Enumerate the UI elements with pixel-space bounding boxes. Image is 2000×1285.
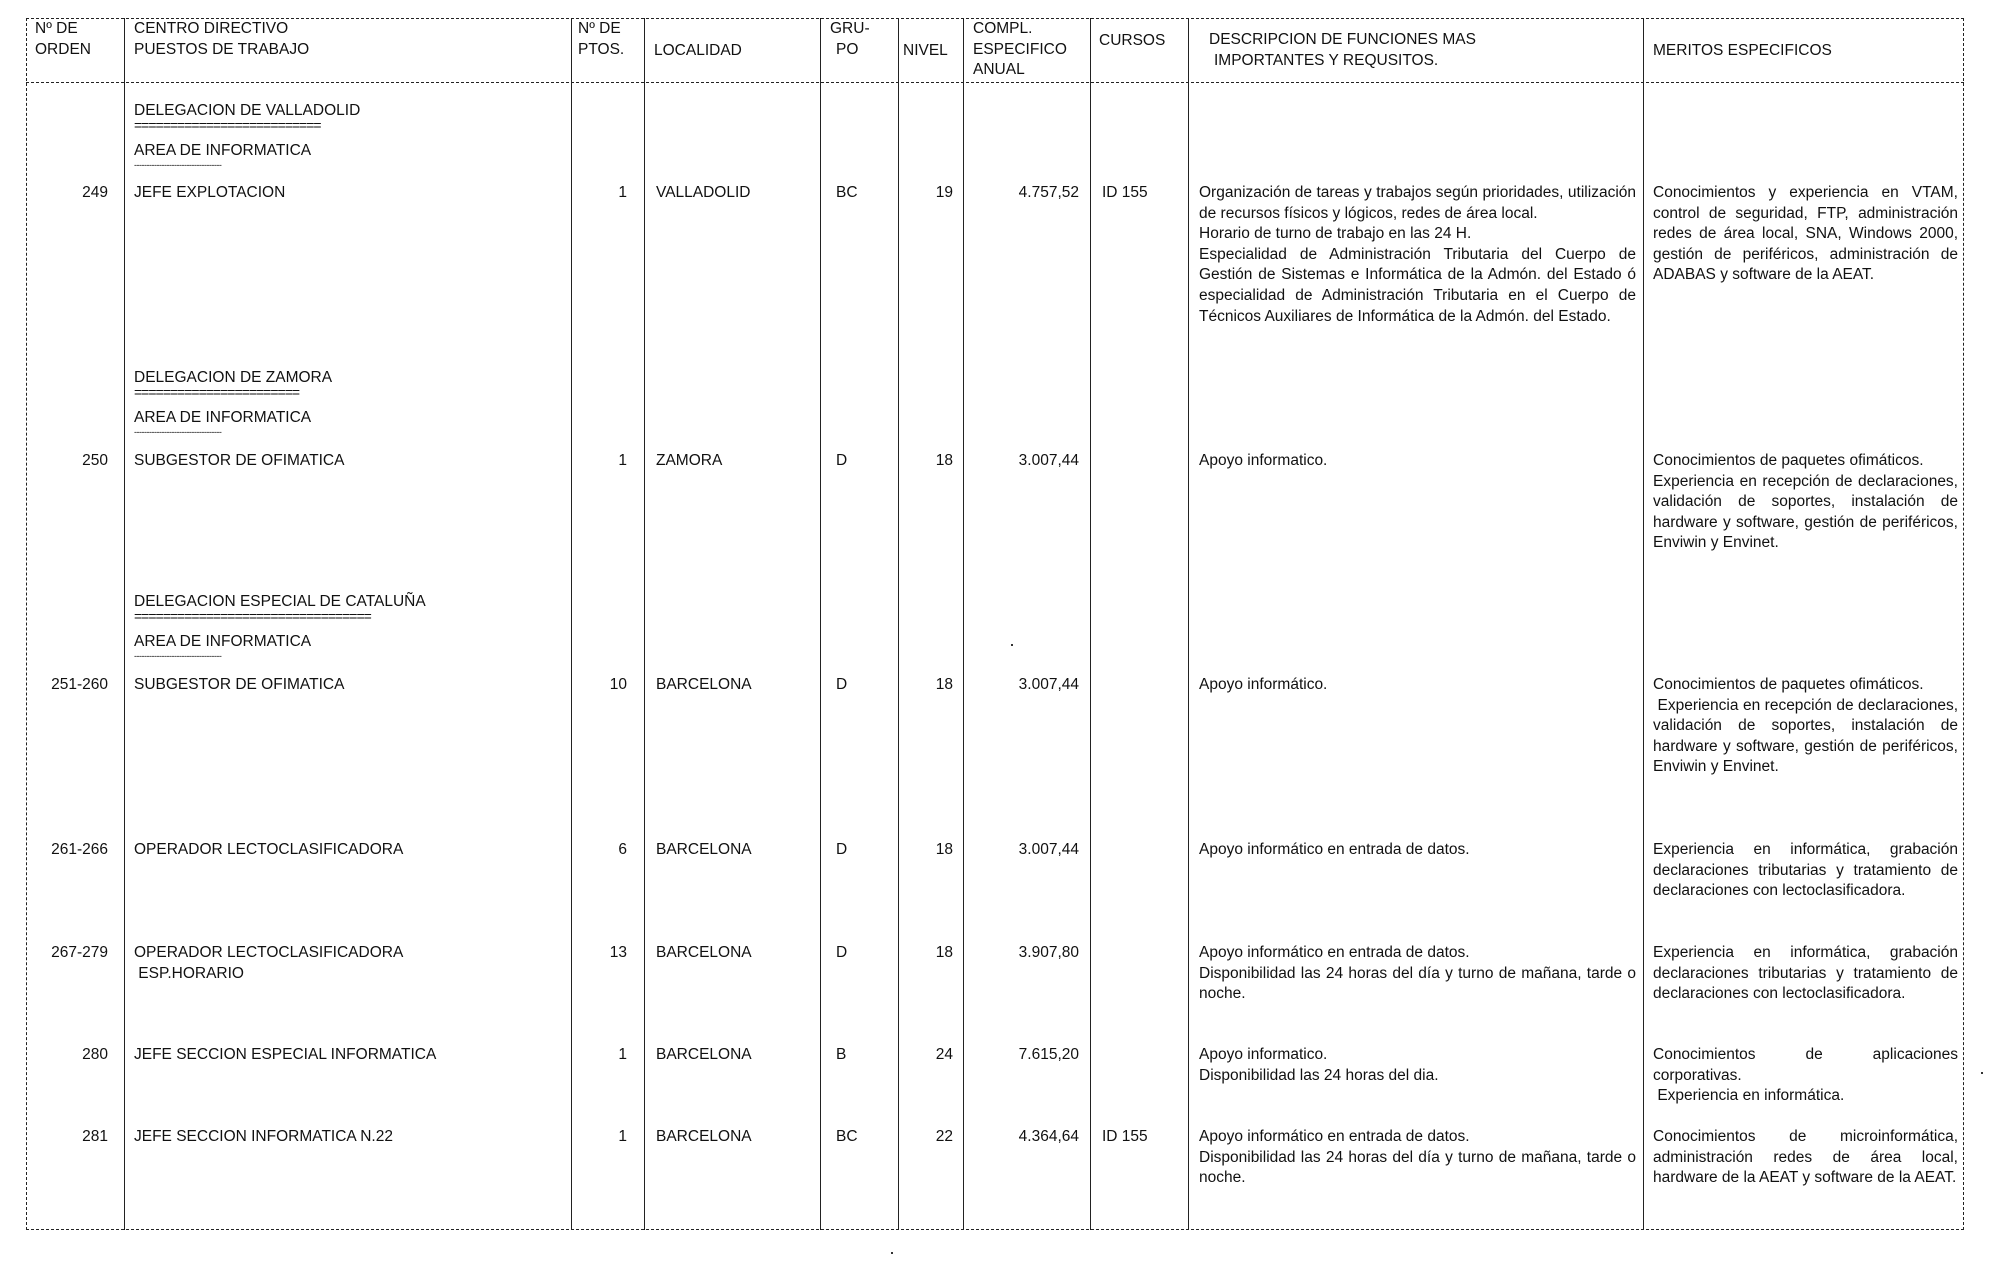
- meritos-especificos: [1653, 943, 1963, 1005]
- grupo: D: [836, 452, 848, 469]
- meritos-paragraph: Conocimientos y experiencia en VTAM, control de seguridad, FTP, administración redes de área local, SNA, Windows 2000, gestión de periféricos, administración de ADABAS y software de la AEAT.: [1653, 184, 1963, 284]
- delegacion-title: DELEGACION ESPECIAL DE CATALUÑA: [134, 593, 426, 610]
- orden-number: 261-266: [51, 841, 108, 858]
- localidad: ZAMORA: [656, 452, 723, 469]
- header-compl: COMPL. ESPECIFICO ANUAL: [973, 20, 1067, 79]
- puesto-name: [134, 451, 344, 472]
- descripcion-paragraph: Organización de tareas y trabajos según prioridades, utilización de recursos físicos y lógicos, redes de área local.: [1199, 184, 1636, 222]
- meritos-paragraph: Conocimientos de paquetes ofimáticos.: [1653, 452, 1924, 469]
- grupo: B: [836, 1046, 847, 1063]
- ptos-count: 1: [618, 1046, 627, 1063]
- descripcion-paragraph: Horario de turno de trabajo en las 24 H.: [1199, 225, 1472, 243]
- meritos-paragraph: Conocimientos de paquetes ofimáticos.: [1653, 676, 1924, 693]
- header-divider: [26, 82, 1964, 83]
- descripcion-funciones: [1199, 675, 1636, 696]
- grupo: D: [836, 944, 848, 961]
- header-localidad: LOCALIDAD: [654, 42, 742, 59]
- meritos-paragraph: Conocimientos de microinformática, administración redes de área local, hardware de la AEAT y software de la AEAT.: [1653, 1128, 1963, 1187]
- scan-speck: [891, 1252, 893, 1254]
- delegacion-underline: ==========================: [134, 117, 321, 133]
- descripcion-funciones: [1199, 183, 1636, 327]
- delegacion-underline: =================================: [134, 608, 371, 624]
- orden-number: 250: [82, 452, 108, 469]
- header-ptos: Nº DE PTOS.: [578, 20, 625, 58]
- cursos: ID 155: [1102, 1128, 1148, 1145]
- puesto-name: [134, 183, 285, 204]
- localidad: BARCELONA: [656, 1128, 752, 1145]
- puesto-line: SUBGESTOR DE OFIMATICA: [134, 452, 345, 469]
- ptos-count: 1: [618, 452, 627, 469]
- grupo: D: [836, 676, 848, 693]
- puesto-name: [134, 840, 403, 861]
- complemento-especifico: 4.364,64: [1018, 1128, 1079, 1145]
- nivel: 19: [935, 184, 953, 201]
- meritos-especificos: [1653, 1045, 1963, 1107]
- column-divider: [1643, 18, 1644, 1230]
- descripcion-paragraph: Apoyo informático en entrada de datos.: [1199, 944, 1470, 961]
- column-divider: [820, 18, 821, 1230]
- meritos-paragraph: Experiencia en informática, grabación declaraciones tributarias y tratamiento de declaraciones con lectoclasificadora.: [1653, 841, 1963, 900]
- ptos-count: 10: [609, 676, 627, 693]
- meritos-paragraph: Experiencia en recepción de declaraciones, validación de soportes, instalación de hardware y software, gestión de periféricos, Enviwin y Envinet.: [1653, 472, 1963, 552]
- area-title: AREA DE INFORMATICA: [134, 633, 312, 650]
- descripcion-paragraph: Disponibilidad las 24 horas del dia.: [1199, 1066, 1439, 1084]
- column-divider: [124, 18, 125, 1230]
- nivel: 18: [935, 676, 953, 693]
- descripcion-paragraph: Especialidad de Administración Tributaria del Cuerpo de Gestión de Sistemas e Informática de la Admón. del Estado ó especialidad de Administración Tributaria en el Cuerpo de Técnicos Auxiliares de Informática de la Admón. del Estado.: [1199, 245, 1636, 325]
- complemento-especifico: 3.007,44: [1018, 452, 1079, 469]
- complemento-especifico: 3.907,80: [1018, 944, 1079, 961]
- orden-number: 280: [82, 1046, 108, 1063]
- orden-number: 249: [82, 184, 108, 201]
- descripcion-funciones: [1199, 943, 1636, 1005]
- header-centro: CENTRO DIRECTIVO PUESTOS DE TRABAJO: [134, 20, 310, 58]
- puesto-line: JEFE EXPLOTACION: [134, 184, 286, 201]
- nivel: 24: [935, 1046, 953, 1063]
- puesto-line: OPERADOR LECTOCLASIFICADORA: [134, 944, 404, 961]
- area-underline: -----------------------------------: [134, 651, 222, 661]
- header-orden: Nº DE ORDEN: [35, 20, 91, 58]
- grupo: BC: [836, 184, 858, 201]
- descripcion-paragraph: Apoyo informatico.: [1199, 1046, 1328, 1063]
- area-title: AREA DE INFORMATICA: [134, 142, 312, 159]
- header-cursos: CURSOS: [1099, 32, 1166, 49]
- descripcion-paragraph: Apoyo informatico.: [1199, 452, 1328, 469]
- puesto-name: [134, 943, 403, 984]
- scan-speck: [1011, 644, 1013, 646]
- header-grupo: GRU- PO: [830, 20, 870, 58]
- descripcion-paragraph: Disponibilidad las 24 horas del día y turno de mañana, tarde o noche.: [1199, 1148, 1636, 1187]
- nivel: 22: [935, 1128, 953, 1145]
- complemento-especifico: 3.007,44: [1018, 676, 1079, 693]
- header-descripcion: DESCRIPCION DE FUNCIONES MAS IMPORTANTES Y REQUSITOS.: [1209, 31, 1476, 69]
- descripcion-paragraph: Apoyo informático.: [1199, 676, 1328, 693]
- grupo: BC: [836, 1128, 858, 1145]
- puesto-line: JEFE SECCION INFORMATICA N.22: [134, 1128, 393, 1145]
- puesto-line: ESP.HORARIO: [134, 964, 244, 982]
- meritos-paragraph: Experiencia en informática, grabación declaraciones tributarias y tratamiento de declaraciones con lectoclasificadora.: [1653, 944, 1963, 1003]
- orden-number: 251-260: [51, 676, 108, 693]
- nivel: 18: [935, 944, 953, 961]
- meritos-especificos: [1653, 183, 1963, 286]
- orden-number: 281: [82, 1128, 108, 1145]
- nivel: 18: [935, 452, 953, 469]
- descripcion-paragraph: Apoyo informático en entrada de datos.: [1199, 841, 1470, 858]
- meritos-paragraph: Experiencia en recepción de declaraciones, validación de soportes, instalación de hardware y software, gestión de periféricos, Enviwin y Envinet.: [1653, 696, 1963, 776]
- orden-number: 267-279: [51, 944, 108, 961]
- meritos-especificos: [1653, 840, 1963, 902]
- meritos-especificos: [1653, 451, 1963, 554]
- complemento-especifico: 7.615,20: [1018, 1046, 1079, 1063]
- delegacion-underline: =======================: [134, 384, 300, 400]
- descripcion-funciones: [1199, 840, 1636, 861]
- ptos-count: 1: [618, 1128, 627, 1145]
- puesto-name: [134, 1045, 436, 1066]
- meritos-paragraph: Experiencia en informática.: [1653, 1087, 1845, 1105]
- ptos-count: 13: [609, 944, 627, 961]
- meritos-especificos: [1653, 675, 1963, 778]
- descripcion-funciones: [1199, 1045, 1636, 1086]
- header-nivel: NIVEL: [903, 42, 948, 59]
- header-meritos: MERITOS ESPECIFICOS: [1653, 42, 1832, 59]
- descripcion-funciones: [1199, 1127, 1636, 1189]
- meritos-especificos: [1653, 1127, 1963, 1189]
- area-underline: -----------------------------------: [134, 160, 222, 170]
- complemento-especifico: 3.007,44: [1018, 841, 1079, 858]
- column-divider: [1090, 18, 1091, 1230]
- nivel: 18: [935, 841, 953, 858]
- ptos-count: 6: [618, 841, 627, 858]
- delegacion-title: DELEGACION DE VALLADOLID: [134, 102, 361, 119]
- localidad: BARCELONA: [656, 944, 752, 961]
- puesto-line: SUBGESTOR DE OFIMATICA: [134, 676, 345, 693]
- puesto-line: JEFE SECCION ESPECIAL INFORMATICA: [134, 1046, 437, 1063]
- column-divider: [644, 18, 645, 1230]
- area-underline: -----------------------------------: [134, 427, 222, 437]
- localidad: BARCELONA: [656, 1046, 752, 1063]
- grupo: D: [836, 841, 848, 858]
- puesto-name: [134, 675, 344, 696]
- scan-speck: [1981, 1072, 1983, 1074]
- cursos: ID 155: [1102, 184, 1148, 201]
- descripcion-paragraph: Disponibilidad las 24 horas del día y turno de mañana, tarde o noche.: [1199, 964, 1636, 1003]
- puesto-line: OPERADOR LECTOCLASIFICADORA: [134, 841, 404, 858]
- descripcion-paragraph: Apoyo informático en entrada de datos.: [1199, 1128, 1470, 1145]
- descripcion-funciones: [1199, 451, 1636, 472]
- puesto-name: [134, 1127, 393, 1148]
- localidad: BARCELONA: [656, 841, 752, 858]
- meritos-paragraph: Conocimientos de aplicaciones corporativas.: [1653, 1046, 1963, 1084]
- ptos-count: 1: [618, 184, 627, 201]
- delegacion-title: DELEGACION DE ZAMORA: [134, 369, 333, 386]
- localidad: BARCELONA: [656, 676, 752, 693]
- column-divider: [1188, 18, 1189, 1230]
- area-title: AREA DE INFORMATICA: [134, 409, 312, 426]
- localidad: VALLADOLID: [656, 184, 751, 201]
- complemento-especifico: 4.757,52: [1018, 184, 1079, 201]
